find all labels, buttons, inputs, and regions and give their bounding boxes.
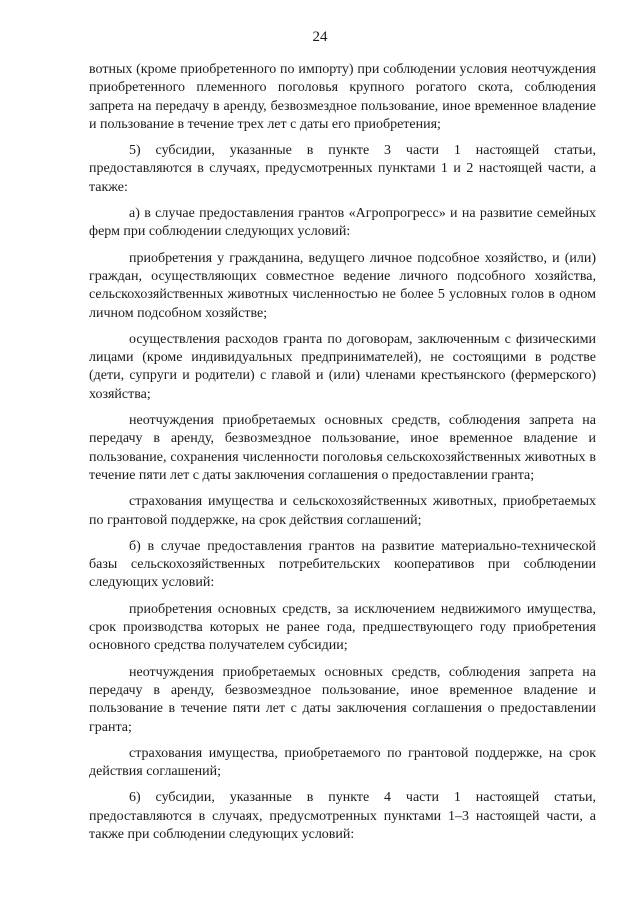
paragraph-condition: осуществления расходов гранта по договорам, заключенным с физическими лицами (кроме индивидуальных предпринимателей), не состоящими в родстве (дети, супруги и родители) с главой и (или) членами крестьянского (фермерского) хозяйства;	[89, 331, 596, 402]
document-body	[89, 61, 596, 852]
paragraph-item-6: 6) субсидии, указанные в пункте 4 части 1 настоящей статьи, предоставляются в случаях, предусмотренных пунктами 1–3 настоящей части, а также при соблюдении следующих условий:	[89, 790, 596, 842]
page-number: 24	[312, 29, 328, 45]
paragraph-condition: приобретения основных средств, за исключением недвижимого имущества, срок производства которых не ранее года, предшествующего году приобретения основного средства получателем субсидии;	[89, 601, 596, 654]
paragraph-condition: приобретения у гражданина, ведущего личное подсобное хозяйство, и (или) граждан, осуществляющих совместное ведение личного подсобного хозяйства, сельскохозяйственных животных численностью не более 5 условных голов в одном личном подсобном хозяйстве;	[89, 250, 596, 321]
paragraph-condition: страхования имущества, приобретаемого по грантовой поддержке, на срок действия соглашений;	[89, 745, 596, 780]
paragraph-condition: страхования имущества и сельскохозяйственных животных, приобретаемых по грантовой поддержке, на срок действия соглашений;	[89, 494, 596, 528]
paragraph-condition: неотчуждения приобретаемых основных средств, соблюдения запрета на передачу в аренду, безвозмездное пользование, иное временное владение и пользование в течение пяти лет с даты заключения соглашения о предоставлении гранта;	[89, 664, 596, 735]
paragraph-subitem-b: б) в случае предоставления грантов на развитие материально-технической базы сельскохозяйственных потребительских кооперативов при соблюдении следующих условий:	[89, 538, 596, 591]
paragraph-condition: неотчуждения приобретаемых основных средств, соблюдения запрета на передачу в аренду, безвозмездное пользование, иное временное владение и пользование, сохранения численности поголовья сельскохозяйственных животных в течение пяти лет с даты заключения соглашения о предоставлении гранта;	[89, 413, 596, 483]
paragraph-subitem-a: а) в случае предоставления грантов «Агропрогресс» и на развитие семейных ферм при соблюдении следующих условий:	[89, 206, 596, 240]
paragraph-continuation: вотных (кроме приобретенного по импорту) при соблюдении условия неотчуждения приобретенного племенного поголовья крупного рогатого скота, соблюдения запрета на передачу в аренду, безвозмездное пользование, иное временное владение и пользование в течение трех лет с даты его приобретения;	[89, 62, 596, 132]
paragraph-item-5: 5) субсидии, указанные в пункте 3 части 1 настоящей статьи, предоставляются в случаях, предусмотренных пунктами 1 и 2 настоящей части, а также:	[89, 143, 596, 195]
